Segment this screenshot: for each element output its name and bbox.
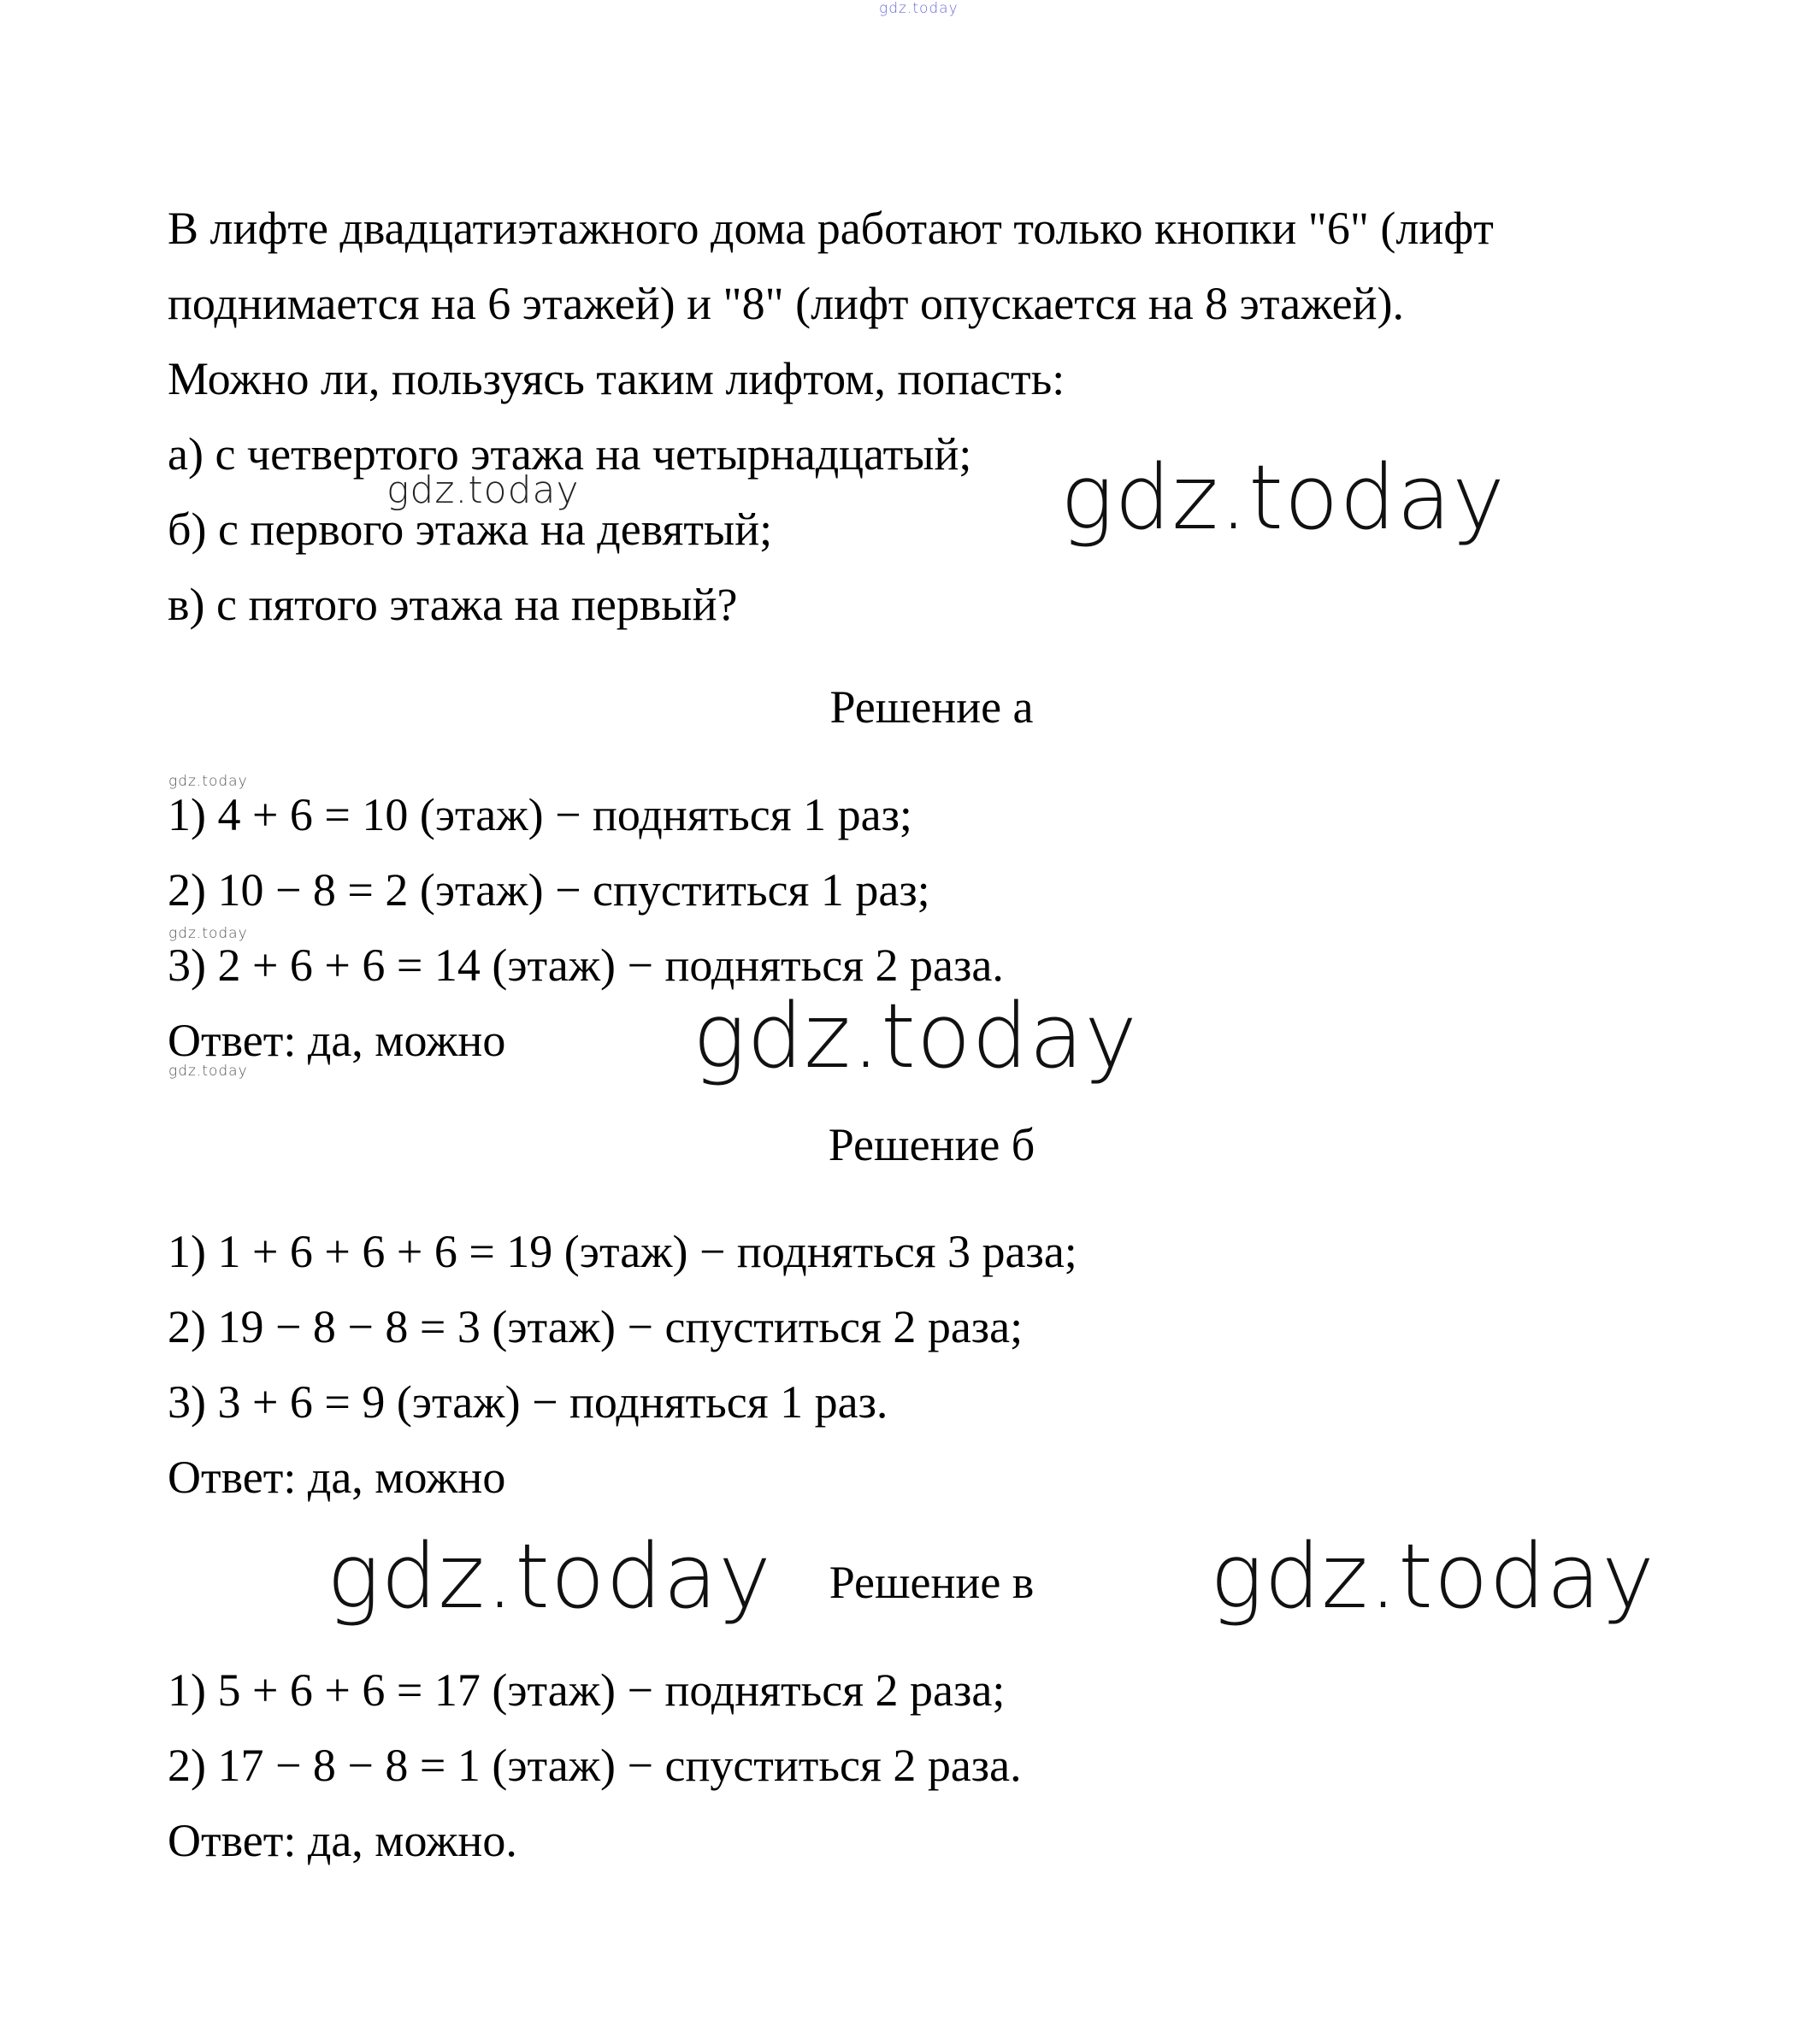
solution-b-answer: Ответ: да, можно [168,1452,506,1503]
watermark-big-3: gdz.today [327,1524,772,1629]
watermark-big-1: gdz.today [1060,445,1506,550]
solution-a-step-1: 1) 4 + 6 = 10 (этаж) − подняться 1 раз; [168,789,912,840]
solution-c-heading: Решение в [829,1557,1035,1608]
watermark-big-2: gdz.today [693,984,1138,1088]
solution-c-step-2: 2) 17 − 8 − 8 = 1 (этаж) − спуститься 2 раза. [168,1740,1022,1791]
solution-a-answer: Ответ: да, можно [168,1015,506,1066]
solution-a-step-2: 2) 10 − 8 = 2 (этаж) − спуститься 1 раз; [168,864,930,916]
watermark-big-4: gdz.today [1210,1524,1655,1629]
problem-line-1: В лифте двадцатиэтажного дома работают только кнопки "6" (лифт [168,203,1494,254]
solution-c-answer: Ответ: да, можно. [168,1815,517,1866]
problem-line-5: б) с первого этажа на девятый; [168,504,773,555]
watermark-mid-1: gdz.today [386,468,580,512]
problem-line-6: в) с пятого этажа на первый? [168,579,738,630]
solution-b-heading: Решение б [828,1119,1035,1170]
watermark-top: gdz.today [879,0,959,17]
problem-line-4: а) с четвертого этажа на четырнадцатый; [168,428,972,480]
solution-b-step-1: 1) 1 + 6 + 6 + 6 = 19 (этаж) − подняться 3 раза; [168,1226,1077,1277]
solution-b-step-3: 3) 3 + 6 = 9 (этаж) − подняться 1 раз. [168,1376,888,1428]
watermark-small-1: gdz.today [168,773,248,790]
watermark-small-2: gdz.today [168,925,248,942]
solution-c-step-1: 1) 5 + 6 + 6 = 17 (этаж) − подняться 2 раза; [168,1664,1006,1716]
solution-b-step-2: 2) 19 − 8 − 8 = 3 (этаж) − спуститься 2 раза; [168,1301,1024,1352]
solution-a-step-3: 3) 2 + 6 + 6 = 14 (этаж) − подняться 2 раза. [168,940,1004,991]
solution-a-heading: Решение а [829,681,1034,733]
problem-line-3: Можно ли, пользуясь таким лифтом, попасть: [168,353,1065,404]
watermark-small-3: gdz.today [168,1063,248,1080]
problem-line-2: поднимается на 6 этажей) и "8" (лифт опускается на 8 этажей). [168,278,1405,329]
